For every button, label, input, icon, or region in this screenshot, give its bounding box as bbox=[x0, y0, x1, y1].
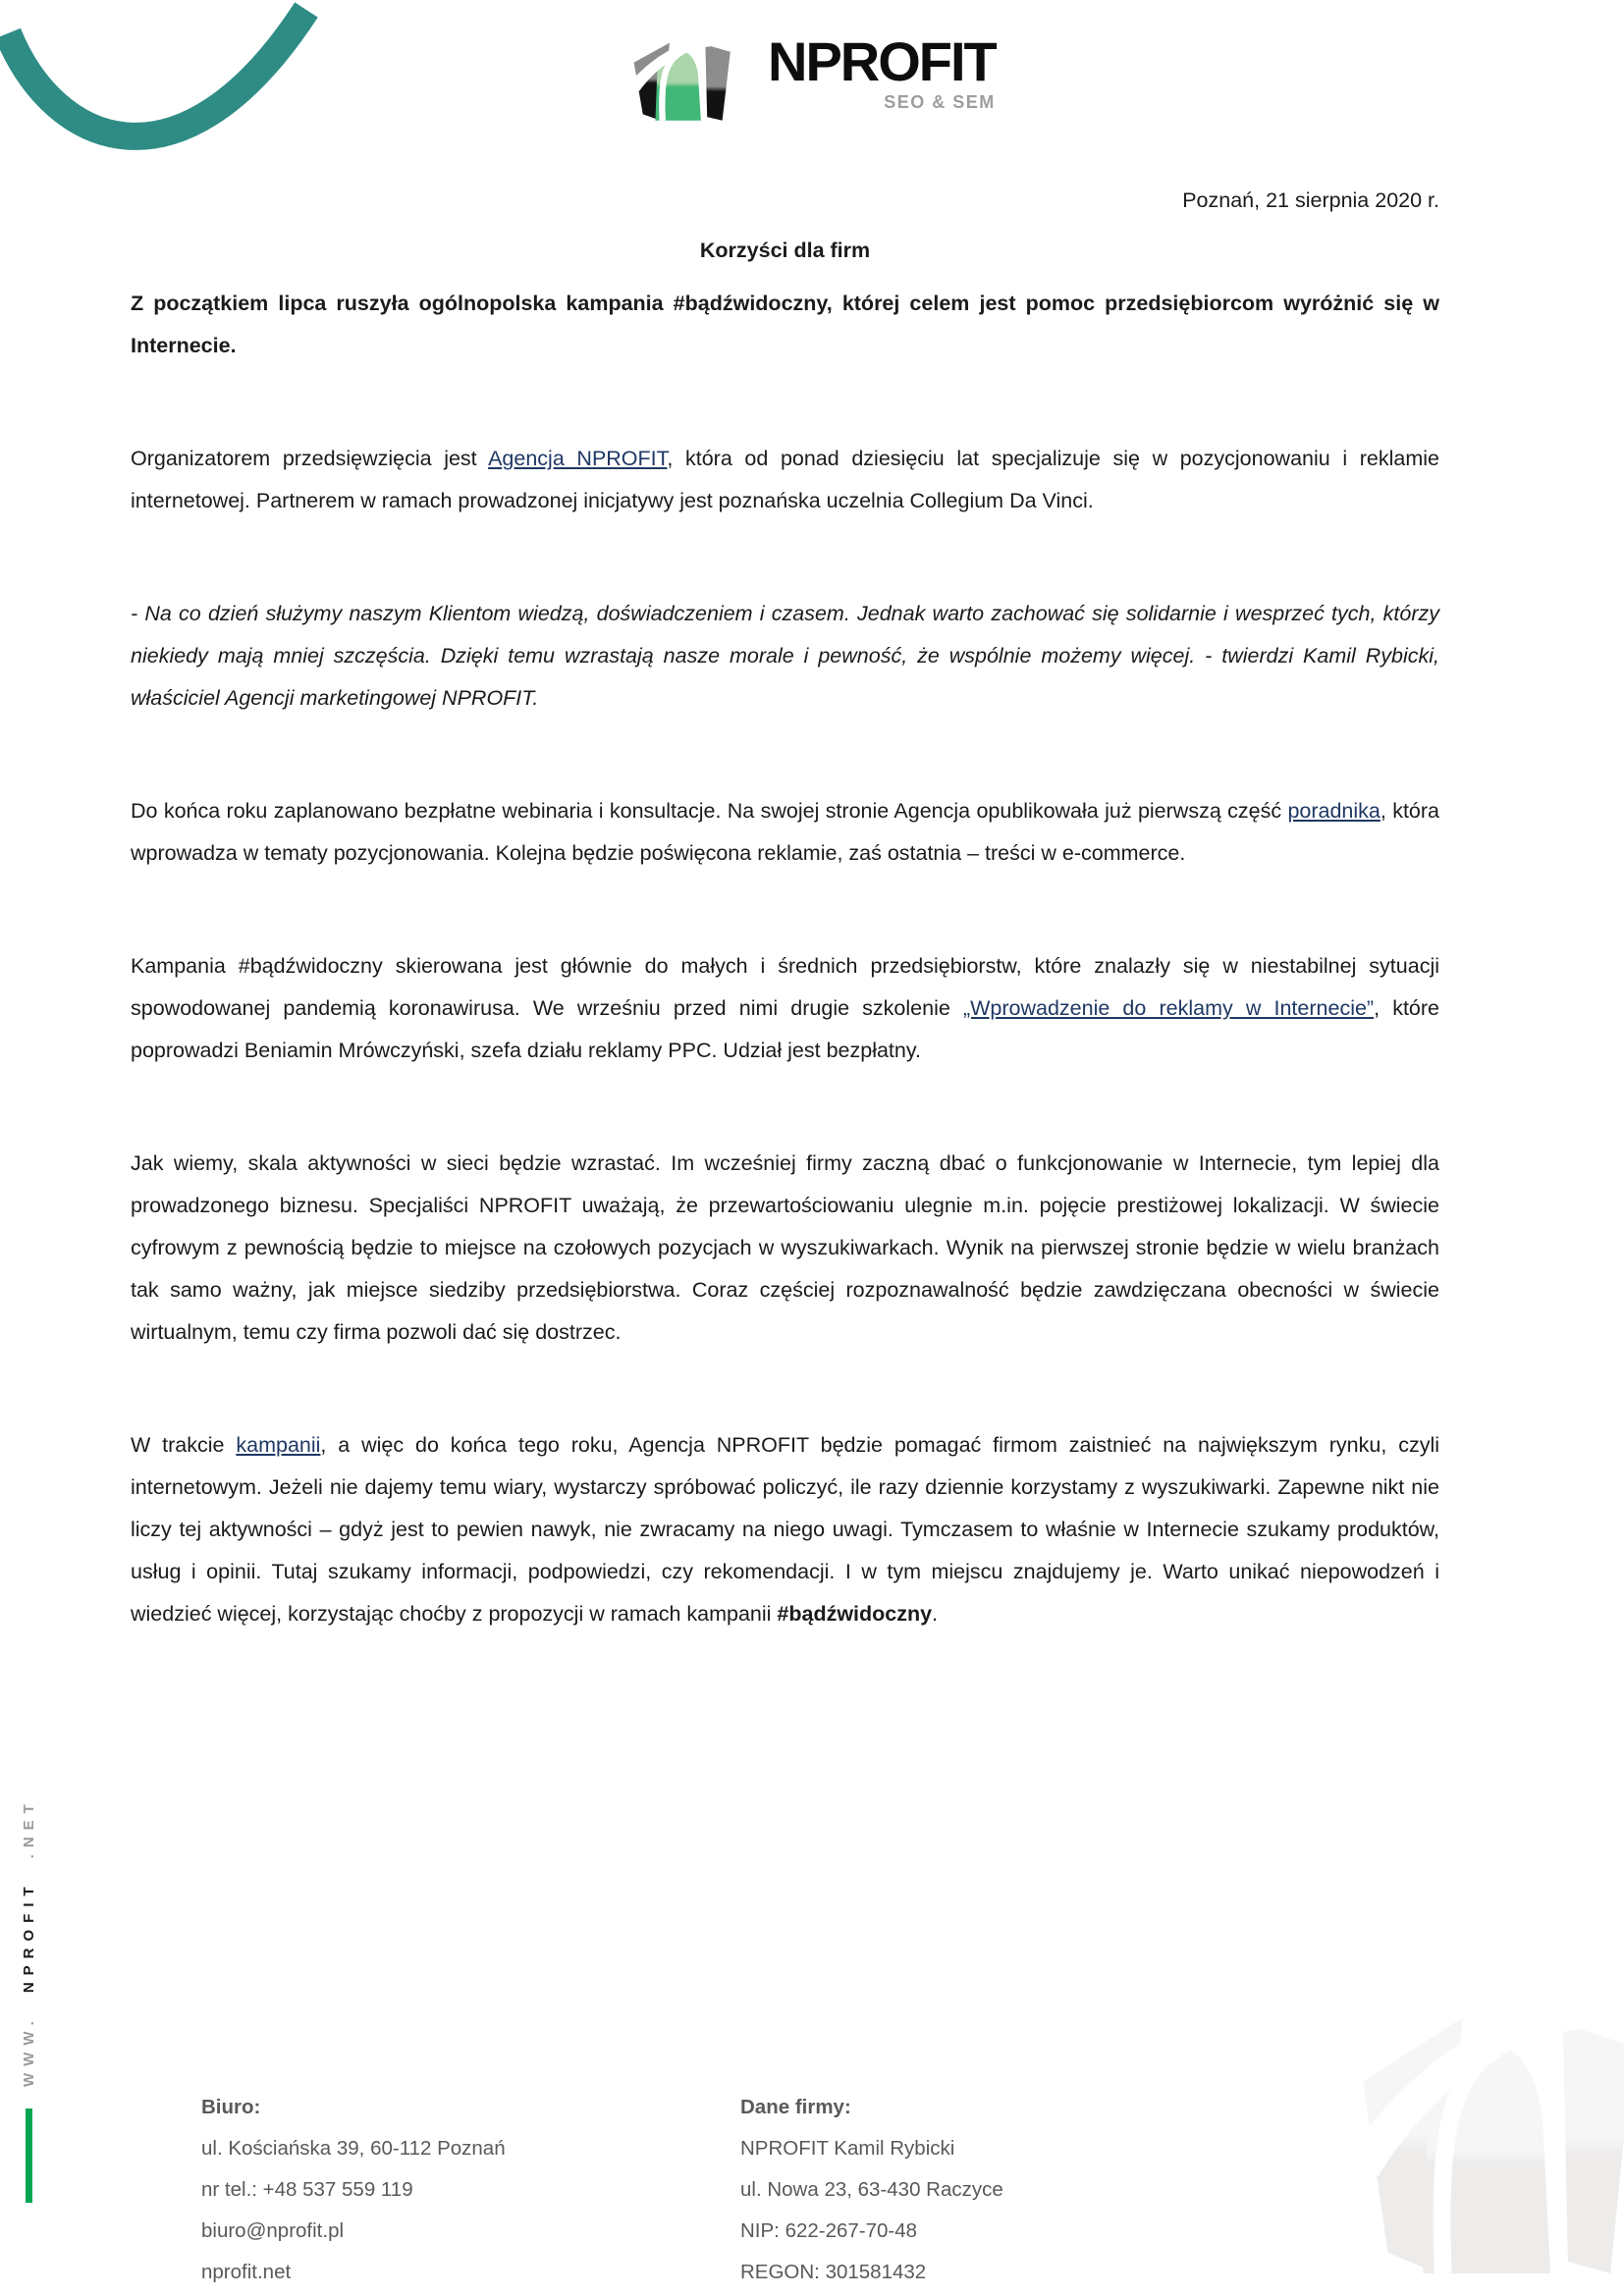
footer-company-block bbox=[740, 2087, 1003, 2293]
footer-office-heading: Biuro: bbox=[201, 2096, 261, 2118]
footer-company-address: ul. Nowa 23, 63-430 Raczyce bbox=[740, 2178, 1003, 2201]
footer-office-website: nprofit.net bbox=[201, 2261, 292, 2283]
document-title: Korzyści dla firm bbox=[699, 239, 871, 262]
agencja-nprofit-link[interactable]: Agencja NPROFIT bbox=[488, 447, 668, 470]
poradnik-link[interactable]: poradnika bbox=[1287, 799, 1380, 823]
footer-office-email: biuro@nprofit.pl bbox=[201, 2219, 345, 2242]
sidebar-url-main: NPROFIT bbox=[20, 1880, 37, 1994]
footer-office-block bbox=[201, 2087, 506, 2293]
hashtag-bold: #bądźwidoczny bbox=[777, 1602, 933, 1626]
paragraph-webinars-text-after: , która wprowadza w tematy pozycjonowania. Kolejna będzie poświęcona reklamie, zaś ostatnia – treści w e-commerce. bbox=[131, 799, 1439, 865]
paragraph-webinars bbox=[131, 790, 1439, 875]
green-line-decoration bbox=[26, 2109, 32, 2203]
footer-office-phone: nr tel.: +48 537 559 119 bbox=[201, 2178, 413, 2201]
paragraph-campaign bbox=[131, 945, 1439, 1072]
sidebar-url-suffix: .NET bbox=[20, 1797, 37, 1859]
document-body bbox=[131, 188, 1439, 1706]
nprofit-watermark-icon bbox=[1353, 1988, 1624, 2282]
paragraph-organizer-text-after: , która od ponad dziesięciu lat specjalizuje się w pozycjonowaniu i reklamie internetowej. Partnerem w ramach prowadzonej inicjatywy jest poznańska uczelnia Collegium Da Vinci. bbox=[131, 447, 1439, 512]
closing-period: . bbox=[932, 1602, 939, 1626]
sidebar-url-prefix: WWW. bbox=[20, 2014, 37, 2087]
logo-name: NPROFIT bbox=[768, 30, 996, 92]
paragraph-organizer bbox=[131, 438, 1439, 522]
footer-company-heading: Dane firmy: bbox=[740, 2096, 851, 2118]
date-line: Poznań, 21 sierpnia 2020 r. bbox=[1182, 188, 1439, 212]
logo-text-block bbox=[768, 30, 996, 113]
paragraph-webinars-text: Do końca roku zaplanowano bezpłatne webinaria i konsultacje. Na swojej stronie Agencja opublikowała już pierwszą część bbox=[131, 799, 1288, 823]
sidebar-url-inner bbox=[20, 1797, 37, 2203]
paragraph-organizer-text: Organizatorem przedsięwzięcia jest bbox=[131, 447, 489, 470]
paragraph-campaign-text-after: , które poprowadzi Beniamin Mrówczyński, szefa działu reklamy PPC. Udział jest bezpłatny. bbox=[131, 996, 1439, 1062]
training-link[interactable]: „Wprowadzenie do reklamy w Internecie” bbox=[962, 996, 1375, 1020]
footer-company-nip: NIP: 622-267-70-48 bbox=[740, 2219, 918, 2242]
paragraph-quote: - Na co dzień służymy naszym Klientom wiedzą, doświadczeniem i czasem. Jednak warto zachować się solidarnie i wesprzeć tych, którzy niekiedy mają mniej szczęścia. Dzięki temu wzrastają nasze morale i pewność, że wspólnie możemy więcej. - twierdzi Kamil Rybicki, właściciel Agencji marketingowej NPROFIT. bbox=[131, 602, 1439, 710]
footer-company-regon: REGON: 301581432 bbox=[740, 2261, 927, 2283]
teal-curve-decoration bbox=[0, 0, 353, 196]
footer-company-name: NPROFIT Kamil Rybicki bbox=[740, 2137, 955, 2160]
paragraph-closing-text: W trakcie bbox=[131, 1433, 237, 1457]
footer-office-address: ul. Kościańska 39, 60-112 Poznań bbox=[201, 2137, 506, 2160]
nprofit-logo-icon bbox=[630, 33, 748, 124]
paragraph-intro: Z początkiem lipca ruszyła ogólnopolska kampania #bądźwidoczny, której celem jest pomoc przedsiębiorcom wyróżnić się w Internecie. bbox=[131, 292, 1439, 357]
kampania-link[interactable]: kampanii bbox=[236, 1433, 321, 1457]
paragraph-closing bbox=[131, 1424, 1439, 1635]
paragraph-campaign-text: Kampania #bądźwidoczny skierowana jest głównie do małych i średnich przedsiębiorstw, które znalazły się w niestabilnej sytuacji spowodowanej pandemią koronawirusa. We wrześniu przed nimi drugie szkolenie bbox=[131, 954, 1439, 1020]
nprofit-logo bbox=[630, 30, 996, 124]
logo-tagline: SEO & SEM bbox=[884, 92, 996, 112]
paragraph-activity: Jak wiemy, skala aktywności w sieci będzie wzrastać. Im wcześniej firmy zaczną dbać o funkcjonowanie w Internecie, tym lepiej dla prowadzonego biznesu. Specjaliści NPROFIT uważają, że przewartościowaniu ulegnie m.in. pojęcie prestiżowej lokalizacji. W świecie cyfrowym z pewnością będzie to miejsce na czołowych pozycjach w wyszukiwarkach. Wynik na pierwszej stronie będzie w wielu branżach tak samo ważny, jak miejsce siedziby przedsiębiorstwa. Coraz częściej rozpoznawalność będzie zawdzięczana obecności w świecie wirtualnym, temu czy firma pozwoli dać się dostrzec. bbox=[131, 1151, 1439, 1344]
paragraph-closing-text-after: , a więc do końca tego roku, Agencja NPROFIT będzie pomagać firmom zaistnieć na największym rynku, czyli internetowym. Jeżeli nie dajemy temu wiary, wystarczy spróbować policzyć, ile razy dziennie korzystamy z wyszukiwarki. Zapewne nikt nie liczy tej aktywności – gdyż jest to pewien nawyk, nie zwracamy na niego uwagi. Tymczasem to właśnie w Internecie szukamy produktów, usług i opinii. Tutaj szukamy informacji, podpowiedzi, czy rekomendacji. I w tym miejscu znajdujemy je. Warto unikać niepowodzeń i wiedzieć więcej, korzystając choćby z propozycji w ramach kampanii bbox=[131, 1433, 1439, 1626]
